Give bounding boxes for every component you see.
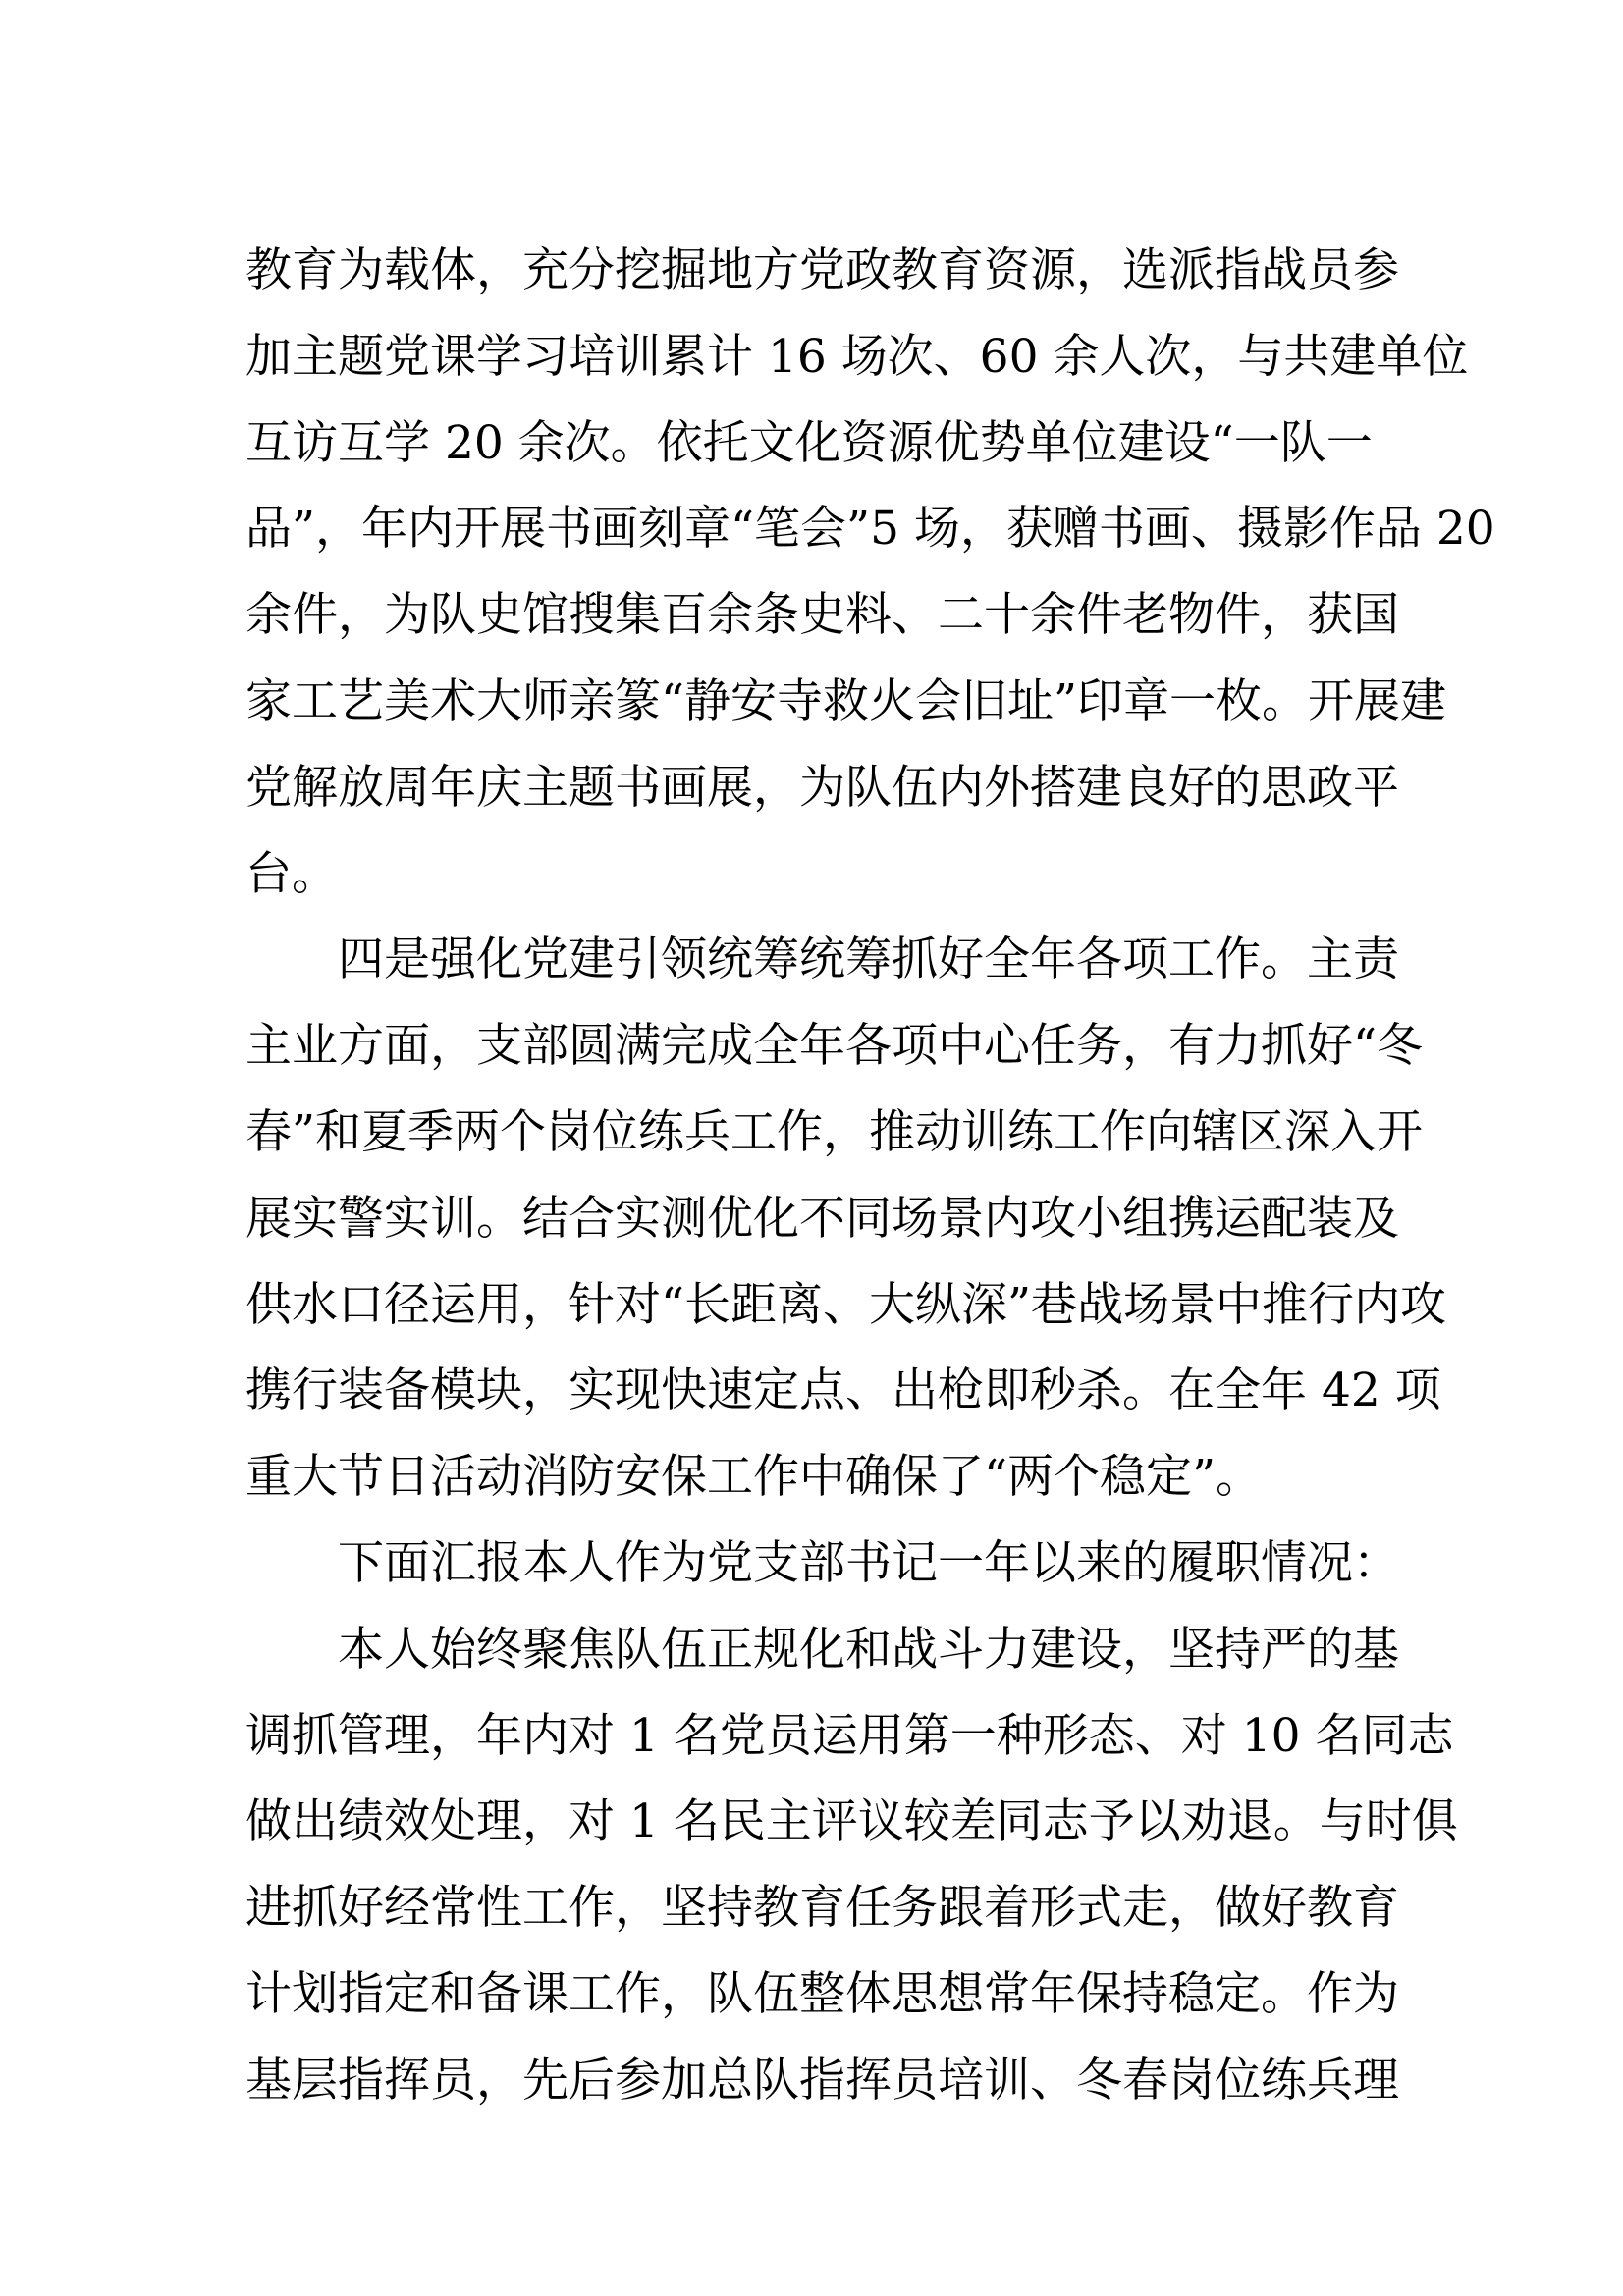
text-line: 教育为载体，充分挖掘地方党政教育资源，选派指战员参 — [245, 243, 1399, 297]
text-line: 调抓管理，年内对 1 名党员运用第一种形态、对 10 名同志 — [245, 1708, 1454, 1763]
text-line: 基层指挥员，先后参加总队指挥员培训、冬春岗位练兵理 — [245, 2053, 1399, 2108]
paragraph-start-line: 四是强化党建引领统筹统筹抓好全年各项工作。主责 — [338, 933, 1399, 988]
document-body — [245, 228, 1495, 2124]
text-line: 进抓好经常性工作，坚持教育任务跟着形式走，做好教育 — [245, 1881, 1399, 1936]
text-line: 家工艺美术大师亲篆“静安寺救火会旧址”印章一枚。开展建 — [245, 673, 1447, 728]
text-line: 携行装备模块，实现快速定点、出枪即秒杀。在全年 42 项 — [245, 1363, 1441, 1418]
text-line: 重大节日活动消防安保工作中确保了“两个稳定”。 — [245, 1450, 1263, 1505]
text-line: 加主题党课学习培训累计 16 场次、60 余人次，与共建单位 — [245, 329, 1469, 384]
text-line: 台。 — [245, 846, 338, 901]
text-line: 展实警实训。结合实测优化不同场景内攻小组携运配装及 — [245, 1191, 1399, 1246]
text-line: 做出绩效处理，对 1 名民主评议较差同志予以劝退。与时俱 — [245, 1794, 1458, 1849]
text-line: 供水口径运用，针对“长距离、大纵深”巷战场景中推行内攻 — [245, 1277, 1447, 1332]
text-line: 春”和夏季两个岗位练兵工作，推动训练工作向辖区深入开 — [245, 1104, 1424, 1159]
text-line: 党解放周年庆主题书画展，为队伍内外搭建良好的思政平 — [245, 760, 1399, 815]
text-line: 主业方面，支部圆满完成全年各项中心任务，有力抓好“冬 — [245, 1019, 1424, 1074]
paragraph-start-line: 下面汇报本人作为党支部书记一年以来的履职情况： — [338, 1535, 1399, 1590]
text-line: 品”，年内开展书画刻章“笔会”5 场，获赠书画、摄影作品 20 — [245, 502, 1495, 557]
text-line: 互访互学 20 余次。依托文化资源优势单位建设“一队一 — [245, 415, 1373, 470]
text-line: 计划指定和备课工作，队伍整体思想常年保持稳定。作为 — [245, 1966, 1399, 2021]
text-line: 余件，为队史馆搜集百余条史料、二十余件老物件，获国 — [245, 588, 1399, 643]
paragraph-start-line: 本人始终聚焦队伍正规化和战斗力建设，坚持严的基 — [338, 1622, 1399, 1677]
